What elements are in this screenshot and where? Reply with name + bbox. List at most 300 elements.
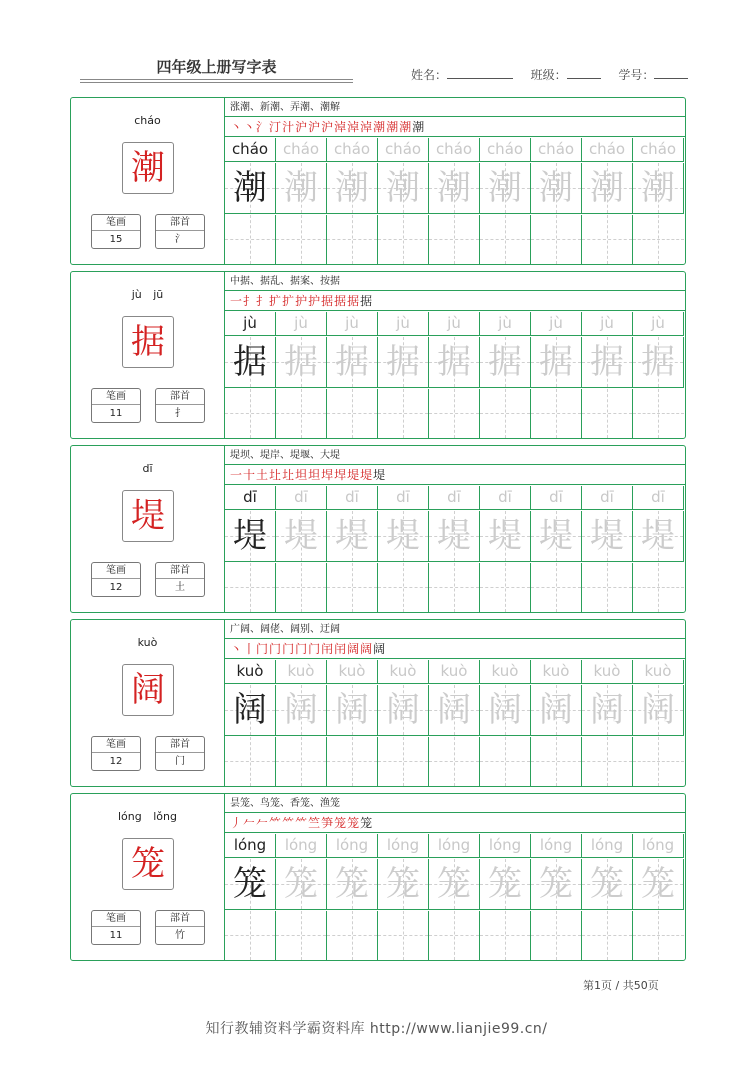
practice-area [225, 98, 685, 264]
radical-label: 部首 [156, 911, 204, 927]
radical-box [155, 388, 205, 423]
pinyin-text: jù [447, 314, 461, 332]
trace-character-cell[interactable] [327, 511, 378, 562]
empty-writing-cell[interactable] [480, 737, 531, 786]
empty-writing-cell[interactable] [327, 389, 378, 438]
practice-area [225, 794, 685, 960]
empty-writing-cell[interactable] [633, 737, 684, 786]
pinyin-cell [480, 660, 531, 684]
pinyin-text: jù [651, 314, 665, 332]
pinyin-cell [378, 312, 429, 336]
trace-character-cell[interactable] [429, 511, 480, 562]
trace-character-cell[interactable] [276, 337, 327, 388]
pinyin-cell [480, 834, 531, 858]
pinyin-text: lóng [641, 836, 675, 854]
practice-grid [225, 312, 685, 438]
name-field[interactable] [447, 68, 513, 79]
pinyin-text: kuò [593, 662, 621, 680]
stroke-step: 据 [321, 294, 335, 308]
pinyin-cell [378, 138, 429, 162]
pinyin-text: jù [600, 314, 614, 332]
empty-writing-cell[interactable] [378, 911, 429, 960]
empty-writing-cell[interactable] [225, 737, 276, 786]
empty-writing-cell[interactable] [480, 215, 531, 264]
empty-writing-cell[interactable] [582, 911, 633, 960]
stroke-step: 笼 [360, 816, 374, 830]
pinyin-label: cháo [134, 114, 161, 127]
pinyin-text: jù [243, 314, 257, 332]
stroke-step: 门 [282, 642, 296, 656]
trace-character-cell[interactable] [582, 859, 633, 910]
empty-writing-cell[interactable] [531, 563, 582, 612]
practice-character: 笼 [233, 864, 267, 904]
stroke-step: 潮 [412, 120, 426, 134]
empty-writing-cell[interactable] [378, 389, 429, 438]
pinyin-cell [582, 138, 633, 162]
empty-writing-cell[interactable] [480, 563, 531, 612]
stroke-step: 闬 [321, 642, 335, 656]
empty-writing-cell[interactable] [633, 215, 684, 264]
stroke-count-box [91, 214, 141, 249]
pinyin-cell [225, 660, 276, 684]
pinyin-cell [429, 834, 480, 858]
pinyin-label: dī [142, 462, 153, 475]
practice-character: 潮 [539, 168, 573, 208]
practice-character: 笼 [437, 864, 471, 904]
pinyin-text: cháo [588, 140, 626, 158]
stroke-step: 汁 [282, 120, 296, 134]
empty-writing-cell[interactable] [276, 215, 327, 264]
card-summary [71, 272, 225, 438]
stroke-step: 一 [230, 294, 244, 308]
practice-character: 据 [437, 342, 471, 382]
stroke-step: 潮 [373, 120, 387, 134]
pinyin-text: kuò [542, 662, 570, 680]
trace-character-cell[interactable] [429, 685, 480, 736]
practice-character: 堤 [539, 516, 573, 556]
target-character: 阔 [122, 664, 174, 716]
empty-writing-cell[interactable] [225, 911, 276, 960]
trace-character-cell[interactable] [429, 859, 480, 910]
pinyin-label: lóng lǒng [118, 810, 177, 823]
empty-writing-cell[interactable] [480, 911, 531, 960]
pinyin-cell [429, 660, 480, 684]
empty-writing-cell[interactable] [429, 215, 480, 264]
trace-character-cell[interactable] [582, 337, 633, 388]
stroke-step: 闬 [334, 642, 348, 656]
stroke-step: ⺮ [295, 816, 309, 830]
pinyin-cell [633, 138, 684, 162]
stroke-step: 笼 [334, 816, 348, 830]
stroke-order [225, 118, 685, 137]
target-character: 笼 [122, 838, 174, 890]
pinyin-cell [582, 312, 633, 336]
example-words: 昙笼、鸟笼、香笼、渔笼 [225, 794, 685, 813]
empty-writing-cell[interactable] [378, 737, 429, 786]
example-words: 中据、据乱、据案、按据 [225, 272, 685, 291]
pinyin-cell [531, 312, 582, 336]
stroke-step: 𠂉 [243, 816, 257, 830]
empty-writing-cell[interactable] [225, 215, 276, 264]
radical-box [155, 562, 205, 597]
pinyin-cell [633, 312, 684, 336]
pinyin-cell [429, 138, 480, 162]
practice-character: 潮 [488, 168, 522, 208]
trace-character-cell[interactable] [582, 511, 633, 562]
radical-box [155, 910, 205, 945]
empty-writing-cell[interactable] [429, 737, 480, 786]
card-summary [71, 794, 225, 960]
stroke-step: 扩 [269, 294, 283, 308]
stroke-step: 淖 [334, 120, 348, 134]
practice-grid [225, 486, 685, 612]
stroke-step: 淖 [347, 120, 361, 134]
trace-character-cell[interactable] [480, 859, 531, 910]
stroke-count-label: 笔画 [92, 911, 140, 927]
trace-character-cell[interactable] [276, 163, 327, 214]
pinyin-text: dī [345, 488, 359, 506]
empty-writing-cell[interactable] [582, 737, 633, 786]
stroke-step: 氵 [256, 120, 270, 134]
stroke-order [225, 292, 685, 311]
card-summary [71, 446, 225, 612]
student-no-label: 学号： [618, 68, 655, 82]
target-character: 据 [122, 316, 174, 368]
stroke-step: 阔 [347, 642, 361, 656]
stroke-step: 丶 [243, 120, 257, 134]
stroke-step: 一 [230, 468, 244, 482]
stroke-count-box [91, 388, 141, 423]
pinyin-cell [531, 138, 582, 162]
pinyin-cell [225, 834, 276, 858]
practice-character: 据 [284, 342, 318, 382]
practice-character: 阔 [335, 690, 369, 730]
footer-text: 知行教辅资料学霸资料库 http://www.lianjie99.cn/ [205, 1021, 548, 1037]
title-underline [80, 79, 353, 80]
empty-writing-cell[interactable] [225, 389, 276, 438]
trace-character-cell[interactable] [531, 337, 582, 388]
stroke-step: 沪 [321, 120, 335, 134]
pinyin-text: kuò [440, 662, 468, 680]
empty-writing-cell[interactable] [633, 389, 684, 438]
empty-writing-cell[interactable] [276, 563, 327, 612]
practice-character: 堤 [488, 516, 522, 556]
stroke-step: 护 [295, 294, 309, 308]
pinyin-cell [531, 834, 582, 858]
stroke-step: ⺮ [282, 816, 296, 830]
stroke-step: 𠂉 [256, 816, 270, 830]
trace-character-cell[interactable] [327, 337, 378, 388]
stroke-count-value: 11 [109, 930, 123, 941]
stroke-step: 门 [256, 642, 270, 656]
pinyin-cell [480, 138, 531, 162]
practice-character: 堤 [233, 516, 267, 556]
trace-character-cell[interactable] [531, 685, 582, 736]
stroke-step: 扌 [256, 294, 270, 308]
trace-character-cell[interactable] [327, 859, 378, 910]
pinyin-text: kuò [287, 662, 315, 680]
trace-character-cell[interactable] [480, 685, 531, 736]
empty-writing-cell[interactable] [225, 563, 276, 612]
stroke-step: 丨 [243, 642, 257, 656]
practice-character: 堤 [284, 516, 318, 556]
practice-character: 笼 [386, 864, 420, 904]
empty-writing-cell[interactable] [582, 389, 633, 438]
stroke-count-value: 12 [109, 756, 123, 767]
practice-character: 堤 [641, 516, 675, 556]
pinyin-text: lóng [437, 836, 471, 854]
empty-writing-cell[interactable] [327, 911, 378, 960]
trace-character-cell[interactable] [480, 511, 531, 562]
empty-writing-cell[interactable] [429, 563, 480, 612]
student-info [411, 66, 688, 83]
radical-label: 部首 [156, 737, 204, 753]
radical-label: 部首 [156, 389, 204, 405]
empty-writing-cell[interactable] [327, 215, 378, 264]
empty-writing-cell[interactable] [633, 911, 684, 960]
stroke-step: 坦 [308, 468, 322, 482]
pinyin-cell [378, 486, 429, 510]
card-summary [71, 98, 225, 264]
stroke-step: 门 [269, 642, 283, 656]
pinyin-text: cháo [231, 140, 269, 158]
pinyin-text: dī [651, 488, 665, 506]
trace-character-cell[interactable] [582, 163, 633, 214]
practice-character: 堤 [335, 516, 369, 556]
pinyin-text: kuò [644, 662, 672, 680]
stroke-step: 笼 [347, 816, 361, 830]
empty-writing-cell[interactable] [531, 911, 582, 960]
empty-writing-cell[interactable] [531, 389, 582, 438]
pinyin-cell [531, 660, 582, 684]
stroke-step: 垾 [334, 468, 348, 482]
character-card [70, 271, 686, 439]
radical-label: 部首 [156, 563, 204, 579]
practice-character: 笼 [539, 864, 573, 904]
stroke-count-label: 笔画 [92, 215, 140, 231]
trace-character-cell[interactable] [378, 685, 429, 736]
practice-character: 据 [488, 342, 522, 382]
trace-character-cell[interactable] [480, 163, 531, 214]
empty-writing-cell[interactable] [378, 215, 429, 264]
target-character: 堤 [122, 490, 174, 542]
practice-area [225, 272, 685, 438]
pinyin-cell [225, 138, 276, 162]
pinyin-cell [276, 834, 327, 858]
stroke-step: 十 [243, 468, 257, 482]
character-card [70, 445, 686, 613]
practice-character: 堤 [386, 516, 420, 556]
pinyin-text: lóng [386, 836, 420, 854]
stroke-order [225, 466, 685, 485]
example-words: 广阔、阔佬、阔别、迂阔 [225, 620, 685, 639]
stroke-step: 门 [295, 642, 309, 656]
empty-writing-cell[interactable] [327, 563, 378, 612]
practice-character: 据 [539, 342, 573, 382]
stroke-step: 堤 [360, 468, 374, 482]
empty-writing-cell[interactable] [276, 911, 327, 960]
practice-character: 笼 [488, 864, 522, 904]
trace-character-cell[interactable] [531, 163, 582, 214]
empty-writing-cell[interactable] [531, 737, 582, 786]
pinyin-text: kuò [389, 662, 417, 680]
pinyin-cell [276, 660, 327, 684]
trace-character-cell[interactable] [531, 859, 582, 910]
practice-grid [225, 138, 685, 264]
pinyin-label: kuò [137, 636, 158, 649]
stroke-step: 笋 [321, 816, 335, 830]
radical-value: 竹 [175, 930, 185, 941]
stroke-step: 汀 [269, 120, 283, 134]
stroke-step: 阔 [360, 642, 374, 656]
pinyin-cell [327, 834, 378, 858]
practice-character: 阔 [590, 690, 624, 730]
empty-writing-cell[interactable] [582, 563, 633, 612]
practice-character: 阔 [233, 690, 267, 730]
radical-value: 扌 [175, 408, 185, 419]
model-character-cell [225, 685, 276, 736]
pinyin-text: dī [294, 488, 308, 506]
page-title: 四年级上册写字表 [156, 58, 277, 76]
practice-character: 阔 [284, 690, 318, 730]
empty-writing-cell[interactable] [429, 911, 480, 960]
pinyin-text: dī [447, 488, 461, 506]
trace-character-cell[interactable] [276, 685, 327, 736]
pinyin-cell [225, 486, 276, 510]
trace-character-cell[interactable] [378, 859, 429, 910]
trace-character-cell[interactable] [327, 163, 378, 214]
pinyin-text: lóng [590, 836, 624, 854]
pinyin-text: dī [396, 488, 410, 506]
name-label: 姓名： [411, 68, 448, 82]
class-field[interactable] [567, 68, 601, 79]
pinyin-text: cháo [435, 140, 473, 158]
card-summary [71, 620, 225, 786]
stroke-order [225, 640, 685, 659]
stroke-step: 阔 [373, 642, 387, 656]
practice-character: 潮 [437, 168, 471, 208]
pinyin-text: jù [345, 314, 359, 332]
pinyin-cell [276, 138, 327, 162]
trace-character-cell[interactable] [633, 511, 684, 562]
stroke-step: 土 [256, 468, 270, 482]
pinyin-cell [531, 486, 582, 510]
model-character-cell [225, 337, 276, 388]
trace-character-cell[interactable] [429, 163, 480, 214]
pinyin-text: cháo [639, 140, 677, 158]
trace-character-cell[interactable] [276, 859, 327, 910]
stroke-step: 门 [308, 642, 322, 656]
trace-character-cell[interactable] [633, 337, 684, 388]
stroke-step: 丿 [230, 816, 244, 830]
trace-character-cell[interactable] [276, 511, 327, 562]
stroke-step: 据 [347, 294, 361, 308]
trace-character-cell[interactable] [378, 337, 429, 388]
pinyin-cell [480, 312, 531, 336]
stroke-step: 据 [334, 294, 348, 308]
student-no-field[interactable] [654, 68, 688, 79]
practice-character: 潮 [590, 168, 624, 208]
trace-character-cell[interactable] [582, 685, 633, 736]
pinyin-cell [582, 660, 633, 684]
empty-writing-cell[interactable] [327, 737, 378, 786]
trace-character-cell[interactable] [480, 337, 531, 388]
stroke-step: 圵 [269, 468, 283, 482]
pinyin-cell [327, 660, 378, 684]
empty-writing-cell[interactable] [633, 563, 684, 612]
empty-writing-cell[interactable] [429, 389, 480, 438]
title-block [80, 58, 353, 83]
practice-character: 阔 [488, 690, 522, 730]
practice-character: 潮 [284, 168, 318, 208]
trace-character-cell[interactable] [531, 511, 582, 562]
practice-character: 据 [641, 342, 675, 382]
radical-value: 土 [175, 582, 185, 593]
stroke-step: 圵 [282, 468, 296, 482]
empty-writing-cell[interactable] [276, 389, 327, 438]
pinyin-cell [327, 138, 378, 162]
stroke-count-box [91, 562, 141, 597]
example-words: 堤坝、堤岸、堤堰、大堤 [225, 446, 685, 465]
trace-character-cell[interactable] [327, 685, 378, 736]
empty-writing-cell[interactable] [480, 389, 531, 438]
character-card [70, 619, 686, 787]
stroke-count-label: 笔画 [92, 737, 140, 753]
example-words: 涨潮、新潮、弄潮、潮解 [225, 98, 685, 117]
trace-character-cell[interactable] [633, 685, 684, 736]
radical-label: 部首 [156, 215, 204, 231]
pinyin-text: cháo [537, 140, 575, 158]
stroke-step: 扩 [282, 294, 296, 308]
pinyin-cell [327, 486, 378, 510]
pinyin-cell [633, 834, 684, 858]
character-card [70, 97, 686, 265]
empty-writing-cell[interactable] [582, 215, 633, 264]
stroke-order [225, 814, 685, 833]
empty-writing-cell[interactable] [378, 563, 429, 612]
pinyin-text: lóng [233, 836, 267, 854]
pinyin-cell [633, 660, 684, 684]
empty-writing-cell[interactable] [531, 215, 582, 264]
pinyin-text: cháo [486, 140, 524, 158]
practice-character: 据 [335, 342, 369, 382]
trace-character-cell[interactable] [378, 163, 429, 214]
stroke-step: 据 [360, 294, 374, 308]
empty-writing-cell[interactable] [276, 737, 327, 786]
trace-character-cell[interactable] [633, 859, 684, 910]
stroke-step: 扌 [243, 294, 257, 308]
pinyin-cell [480, 486, 531, 510]
practice-grid [225, 660, 685, 786]
stroke-count-box [91, 736, 141, 771]
trace-character-cell[interactable] [429, 337, 480, 388]
trace-character-cell[interactable] [378, 511, 429, 562]
practice-character: 据 [386, 342, 420, 382]
stroke-count-value: 11 [109, 408, 123, 419]
radical-box [155, 736, 205, 771]
pinyin-cell [378, 660, 429, 684]
practice-grid [225, 834, 685, 960]
pinyin-text: lóng [488, 836, 522, 854]
trace-character-cell[interactable] [633, 163, 684, 214]
practice-character: 潮 [335, 168, 369, 208]
stroke-step: 护 [308, 294, 322, 308]
practice-character: 堤 [590, 516, 624, 556]
practice-character: 笼 [335, 864, 369, 904]
pinyin-text: cháo [333, 140, 371, 158]
target-character: 潮 [122, 142, 174, 194]
practice-character: 阔 [641, 690, 675, 730]
